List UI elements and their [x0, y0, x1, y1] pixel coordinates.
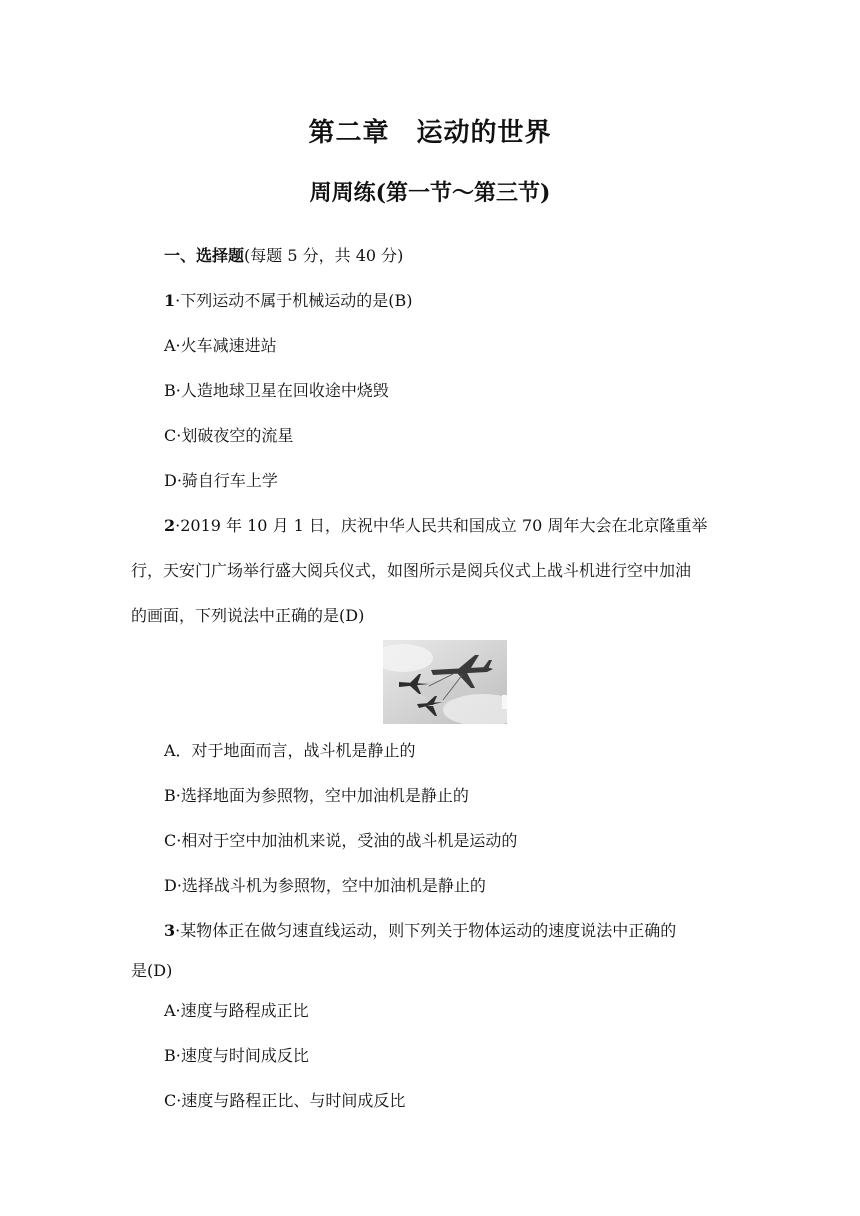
chapter-title: 第二章 运动的世界 [308, 118, 552, 148]
question-2-stem-line-2: 行，天安门广场举行盛大阅兵仪式，如图所示是阅兵仪式上战斗机进行空中加油 [131, 561, 692, 580]
question-2-stem-line-1 [164, 516, 707, 536]
question-1-number: 1 [164, 291, 176, 310]
question-3-option-a: A·速度与路程成正比 [164, 1001, 309, 1020]
question-3-stem-line-2: 是(D) [131, 961, 173, 980]
question-1-text: ·下列运动不属于机械运动的是(B) [175, 291, 413, 310]
question-2-option-b: B·选择地面为参照物，空中加油机是静止的 [164, 786, 469, 805]
section-heading-label: 一、选择题 [164, 246, 245, 265]
worksheet-subtitle: 周周练(第一节～第三节) [309, 180, 551, 206]
question-1-option-c: C·划破夜空的流星 [164, 426, 294, 445]
question-3-option-b: B·速度与时间成反比 [164, 1046, 309, 1065]
question-3-stem-line-1 [164, 921, 676, 941]
question-3-option-c: C·速度与路程正比、与时间成反比 [164, 1091, 406, 1110]
question-1-option-a: A·火车减速进站 [164, 336, 277, 355]
question-1-option-b: B·人造地球卫星在回收途中烧毁 [164, 381, 389, 400]
question-3-number: 3 [164, 921, 176, 940]
question-1-option-d: D·骑自行车上学 [164, 471, 278, 490]
question-3-text-1: ·某物体正在做匀速直线运动，则下列关于物体运动的速度说法中正确的 [175, 921, 677, 940]
question-2-text-1: ·2019 年 10 月 1 日，庆祝中华人民共和国成立 70 周年大会在北京隆重举 [175, 516, 708, 535]
aerial-refueling-photo [383, 640, 507, 724]
question-2-option-d: D·选择战斗机为参照物，空中加油机是静止的 [164, 876, 486, 895]
section-heading [164, 246, 403, 266]
question-2-option-a: A．对于地面而言，战斗机是静止的 [164, 741, 416, 760]
question-2-stem-line-3: 的画面，下列说法中正确的是(D) [131, 606, 365, 625]
section-heading-note: (每题 5 分，共 40 分) [244, 246, 404, 265]
question-2-number: 2 [164, 516, 176, 535]
question-2-option-c: C·相对于空中加油机来说，受油的战斗机是运动的 [164, 831, 518, 850]
aerial-refueling-illustration [383, 640, 507, 724]
question-1-stem [164, 291, 412, 311]
